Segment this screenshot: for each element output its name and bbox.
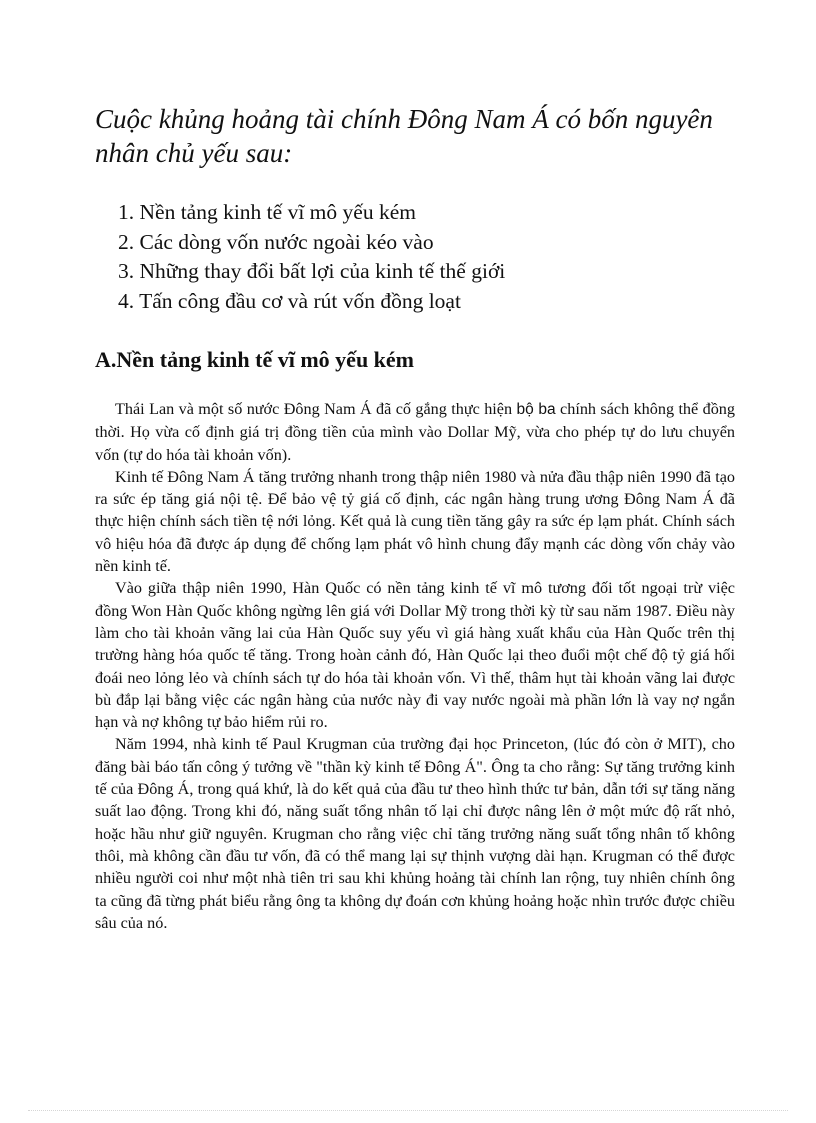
section-heading: A.Nền tảng kinh tế vĩ mô yếu kém (95, 347, 415, 372)
causes-list (118, 198, 505, 316)
paragraph: Kinh tế Đông Nam Á tăng trưởng nhanh trong thập niên 1980 và nửa đầu thập niên 1990 đã tạo ra sức ép tăng giá nội tệ. Để bảo vệ tỷ giá cố định, các ngân hàng trung ương Đông Nam Á đã thực hiện chính sách tiền tệ nới lỏng. Kết quả là cung tiền tăng gây ra sức ép lạm phát. Chính sách vô hiệu hóa đã được áp dụng để chống lạm phát vô hình chung đẩy mạnh các dòng vốn chảy vào nền kinh tế. (95, 467, 735, 576)
cause-item: 2. Các dòng vốn nước ngoài kéo vào (118, 229, 434, 254)
emphasis-text: bộ ba (516, 401, 556, 418)
body-text (95, 398, 735, 934)
page-bottom-rule (28, 1110, 788, 1111)
paragraph-text: chính sách không thể đồng thời. Họ vừa cố định giá trị đồng tiền của mình vào Dollar Mỹ, vừa cho phép tự do lưu chuyển vốn (tự do hóa tài khoản vốn). (95, 400, 735, 464)
paragraph (95, 398, 735, 466)
cause-item: 3. Những thay đổi bất lợi của kinh tế thế giới (118, 259, 506, 283)
cause-item: 4. Tấn công đầu cơ và rút vốn đồng loạt (118, 288, 461, 313)
document-title: Cuộc khủng hoảng tài chính Đông Nam Á có bốn nguyên nhân chủ yếu sau: (95, 104, 713, 168)
paragraph-text: Thái Lan và một số nước Đông Nam Á đã cố gắng thực hiện (115, 400, 517, 418)
paragraph: Năm 1994, nhà kinh tế Paul Krugman của trường đại học Princeton, (lúc đó còn ở MIT), cho đăng bài báo tấn công ý tưởng về "thần kỳ kinh tế Đông Á". Ông ta cho rằng: Sự tăng trưởng kinh tế của Đông Á, trong quá khứ, là do kết quả của đầu tư theo hình thức tư bản, dẫn tới sự tăng năng suất lao động. Trong khi đó, năng suất tổng nhân tố lại chỉ được nâng lên ở một mức độ rất nhỏ, hoặc hầu như giữ nguyên. Krugman cho rằng việc chỉ tăng trưởng năng suất tổng nhân tố không thôi, mà không cần đầu tư vốn, đã có thể mang lại sự thịnh vượng dài hạn. Krugman có thể được nhiều người coi như một nhà tiên tri sau khi khủng hoảng tài chính lan rộng, tuy nhiên chính ông ta cũng đã từng phát biểu rằng ông ta không dự đoán cơn khủng hoảng hoặc nhìn trước được chiều sâu của nó. (95, 735, 735, 932)
paragraph: Vào giữa thập niên 1990, Hàn Quốc có nền tảng kinh tế vĩ mô tương đối tốt ngoại trừ việc đồng Won Hàn Quốc không ngừng lên giá với Dollar Mỹ trong thời kỳ từ sau năm 1987. Điều này làm cho tài khoản vãng lai của Hàn Quốc suy yếu vì giá hàng xuất khẩu của Hàn Quốc trên thị trường hàng hóa quốc tế tăng. Trong hoàn cảnh đó, Hàn Quốc lại theo đuổi một chế độ tỷ giá hối đoái neo lỏng lẻo và chính sách tự do hóa tài khoản vốn. Vì thế, thâm hụt tài khoản vãng lai được bù đắp lại bằng việc các ngân hàng của nước này đi vay nước ngoài mà phần lớn là vay nợ ngắn hạn và nợ không tự bảo hiểm rủi ro. (95, 579, 735, 732)
cause-item: 1. Nền tảng kinh tế vĩ mô yếu kém (118, 200, 416, 224)
